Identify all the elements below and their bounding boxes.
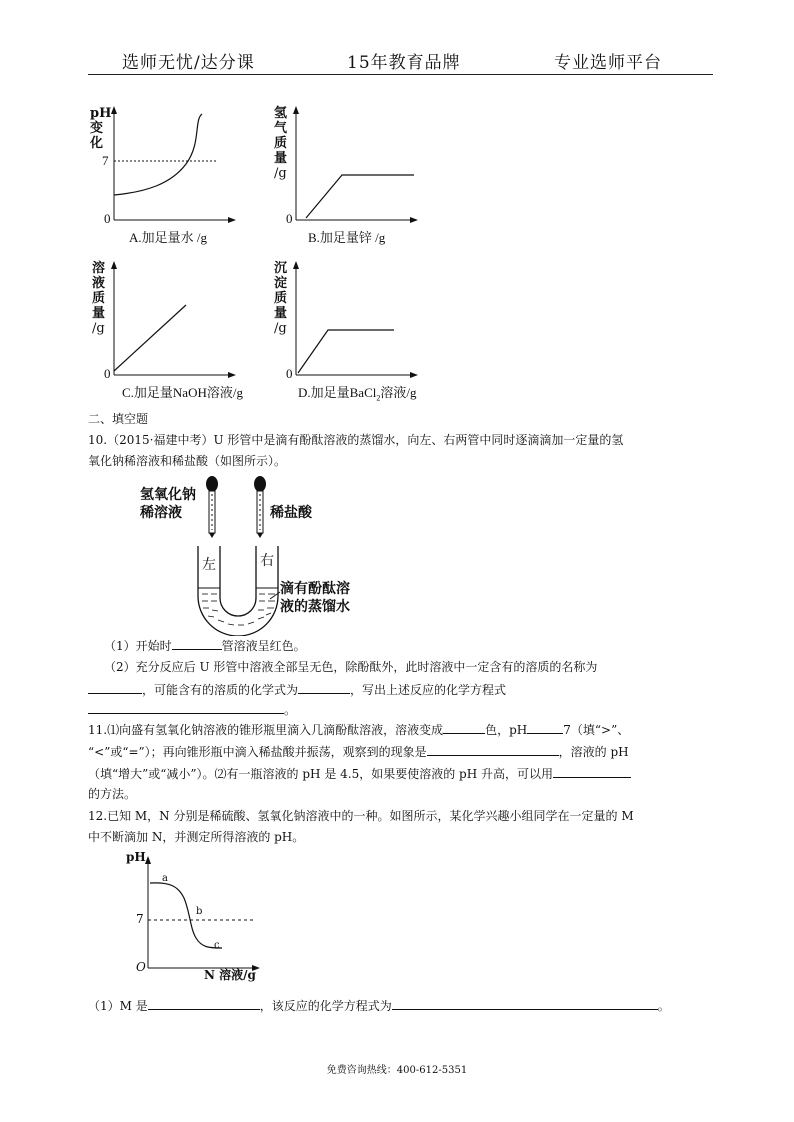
q12-figure bbox=[120, 850, 280, 980]
q10-part2-line2: ，可能含有的溶质的化学式为 ，写出上述反应的化学方程式 bbox=[88, 680, 506, 701]
q12-line1: 12.已知 M，N 分别是稀硫酸、氢氧化钠溶液中的一种。如图所示，某化学兴趣小组同学在一定量的 M bbox=[88, 809, 634, 823]
q12-ylabel: pH bbox=[126, 850, 146, 864]
q12-point-b: b bbox=[196, 906, 203, 917]
graph-a bbox=[86, 100, 246, 248]
graph-d-caption: D.加足量BaCl$_2$溶液/g bbox=[298, 385, 417, 403]
graph-a-tick-7: 7 bbox=[102, 153, 109, 168]
graph-c-ylabel: 溶 液 质 量 /g bbox=[92, 261, 106, 336]
graph-b-origin: 0 bbox=[286, 211, 293, 226]
graph-c-plot bbox=[86, 255, 246, 403]
graph-d bbox=[268, 255, 458, 403]
header-center: 15年教育品牌 bbox=[347, 53, 461, 73]
q12-xlabel: N 溶液/g bbox=[204, 968, 256, 982]
q11-line2: “<”或“=”）；再向锥形瓶中滴入稀盐酸并振荡，观察到的现象是 ，溶液的 pH bbox=[88, 745, 629, 759]
q12-point-c: c bbox=[214, 940, 220, 951]
q12-point-a: a bbox=[162, 873, 168, 884]
q11-line3: （填“增大”或“减小”）。⑵有一瓶溶液的 pH 是 4.5，如果要使溶液的 pH 升高，可以用 bbox=[88, 764, 631, 785]
q12-blank-1[interactable] bbox=[148, 997, 260, 1010]
label-naoh: 氢氧化钠 稀溶液 bbox=[140, 487, 196, 521]
q11-line4: 的方法。 bbox=[88, 787, 137, 801]
q10-part2-line1: （2）充分反应后 U 形管中溶液全部呈无色，除酚酞外，此时溶液中一定含有的溶质的名称为 bbox=[104, 660, 598, 674]
graph-d-ylabel: 沉 淀 质 量 /g bbox=[274, 261, 288, 336]
graph-a-ylabel: pH 变 化 bbox=[90, 106, 112, 151]
q10-blank-2[interactable] bbox=[88, 681, 142, 694]
header-rule bbox=[88, 74, 713, 75]
q12-line2: 中不断滴加 N，并测定所得溶液的 pH。 bbox=[88, 830, 305, 844]
graph-b bbox=[268, 100, 428, 248]
graph-d-plot bbox=[268, 255, 428, 403]
label-hcl: 稀盐酸 bbox=[270, 505, 312, 521]
q11-blank-3[interactable] bbox=[427, 743, 559, 756]
label-right-tube: 右 bbox=[260, 553, 274, 569]
graph-d-origin: 0 bbox=[286, 366, 293, 381]
q10-part2-line3: 。 bbox=[88, 700, 296, 721]
q12-tick-7: 7 bbox=[136, 912, 144, 926]
graph-c bbox=[86, 255, 276, 403]
q11-blank-1[interactable] bbox=[443, 721, 485, 734]
q11-blank-2[interactable] bbox=[527, 721, 563, 734]
header-left: 选师无忧/达分课 bbox=[122, 53, 255, 73]
header-right: 专业选师平台 bbox=[554, 53, 662, 73]
footer-hotline: 免费咨询热线：400-612-5351 bbox=[326, 1065, 468, 1076]
q12-origin: O bbox=[136, 960, 146, 974]
q11-blank-4[interactable] bbox=[553, 765, 631, 778]
q10-figure bbox=[130, 474, 370, 636]
graph-c-caption: C.加足量NaOH溶液/g bbox=[122, 385, 243, 400]
graph-b-ylabel: 氢 气 质 量 /g bbox=[274, 106, 288, 181]
q10-blank-3[interactable] bbox=[298, 681, 350, 694]
q12-part1: （1）M 是 ，该反应的化学方程式为 。 bbox=[88, 999, 670, 1013]
q10-part1: （1）开始时 管溶液呈红色。 bbox=[104, 639, 306, 653]
graph-b-caption: B.加足量锌 /g bbox=[308, 230, 386, 245]
graph-b-plot bbox=[268, 100, 428, 248]
q10-stem-line1: 10.（2015·福建中考）U 形管中是滴有酚酞溶液的蒸馏水，向左、右两管中同时逐滴滴加一定量的氢 bbox=[88, 433, 624, 447]
graph-c-origin: 0 bbox=[104, 366, 111, 381]
q10-blank-4[interactable] bbox=[88, 701, 284, 714]
q12-blank-2[interactable] bbox=[392, 997, 658, 1010]
graph-a-caption: A.加足量水 /g bbox=[129, 230, 208, 245]
q11-line1: 11.⑴向盛有氢氧化钠溶液的锥形瓶里滴入几滴酚酞溶液，溶液变成 色，pH 7（填“>”、 bbox=[88, 723, 630, 737]
graph-a-origin: 0 bbox=[104, 211, 111, 226]
q10-stem-line2: 氧化钠稀溶液和稀盐酸（如图所示）。 bbox=[88, 454, 287, 468]
graph-a-plot bbox=[86, 100, 246, 248]
label-water: 滴有酚酞溶 液的蒸馏水 bbox=[280, 581, 350, 615]
section-title: 二、填空题 bbox=[88, 412, 149, 426]
q10-blank-1[interactable] bbox=[172, 637, 222, 650]
label-left-tube: 左 bbox=[202, 557, 216, 573]
